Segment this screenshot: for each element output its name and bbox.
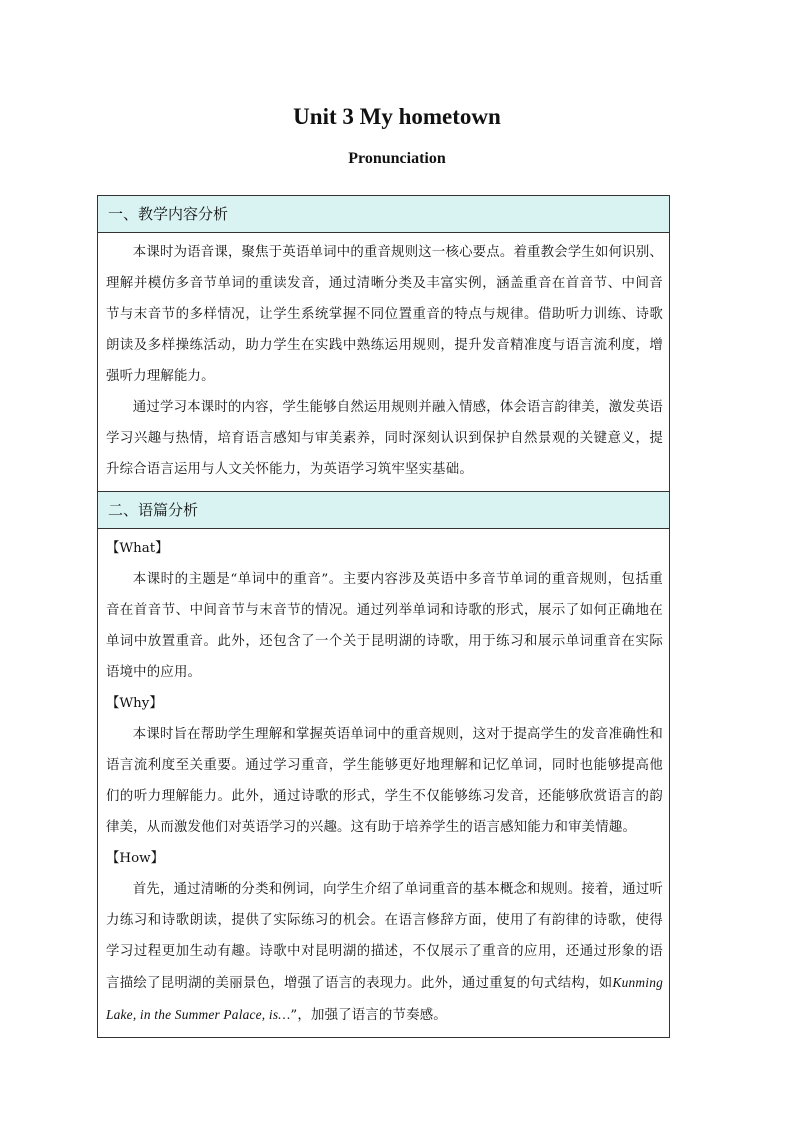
- document-subtitle: Pronunciation: [348, 150, 446, 167]
- section-body-content-analysis: [98, 233, 670, 492]
- document-title: Unit 3 My hometown: [293, 104, 501, 129]
- paragraph: 本课时为语音课，聚焦于英语单词中的重音规则这一核心要点。着重教会学生如何识别、理解并模仿多音节单词的重读发音，通过清晰分类及丰富实例，涵盖重音在首音节、中间音节与末音节的多样情况，让学生系统掌握不同位置重音的特点与规律。借助听力训练、诗歌朗读及多样操练活动，助力学生在实践中熟练运用规则，提升发音精准度与语言流利度，增强听力理解能力。: [106, 245, 663, 384]
- why-label: 【Why】: [106, 696, 163, 711]
- section-heading-discourse-analysis: 二、语篇分析: [98, 492, 670, 529]
- why-paragraph: 本课时旨在帮助学生理解和掌握英语单词中的重音规则，这对于提高学生的发音准确性和语言流利度至关重要。通过学习重音，学生能够更好地理解和记忆单词，同时也能够提高他们的听力理解能力。此外，通过诗歌的形式，学生不仅能够练习发音，还能够欣赏语言的韵律美，从而激发他们对英语学习的兴趣。这有助于培养学生的语言感知能力和审美情趣。: [106, 727, 663, 835]
- paragraph: 通过学习本课时的内容，学生能够自然运用规则并融入情感，体会语言韵律美，激发英语学习兴趣与热情，培育语言感知与审美素养，同时深刻认识到保护自然景观的关键意义，提升综合语言运用与人文关怀能力，为英语学习筑牢坚实基础。: [106, 400, 663, 477]
- how-text-before: 首先，通过清晰的分类和例词，向学生介绍了单词重音的基本概念和规则。接着，通过听力练习和诗歌朗读，提供了实际练习的机会。在语言修辞方面，使用了有韵律的诗歌，使得学习过程更加生动有趣。诗歌中对昆明湖的描述，不仅展示了重音的应用，还通过形象的语言描绘了昆明湖的美丽景色，增强了语言的表现力。此外，通过重复的句式结构，如: [106, 882, 663, 991]
- how-label: 【How】: [106, 851, 164, 866]
- section-body-discourse-analysis: [98, 529, 670, 1038]
- lesson-analysis-table: [97, 195, 670, 1038]
- what-paragraph: 本课时的主题是“单词中的重音”。主要内容涉及英语中多音节单词的重音规则，包括重音在首音节、中间音节与末音节的情况。通过列举单词和诗歌的形式，展示了如何正确地在单词中放置重音。此外，还包含了一个关于昆明湖的诗歌，用于练习和展示单词重音在实际语境中的应用。: [106, 572, 663, 680]
- how-text-italic-example: Kunming Lake, in the Summer Palace, is…: [106, 975, 663, 1022]
- what-label: 【What】: [106, 541, 169, 556]
- how-text-after: ”，加强了语言的节奏感。: [290, 1008, 447, 1023]
- section-heading-content-analysis: 一、教学内容分析: [98, 196, 670, 233]
- how-paragraph: [106, 874, 663, 1031]
